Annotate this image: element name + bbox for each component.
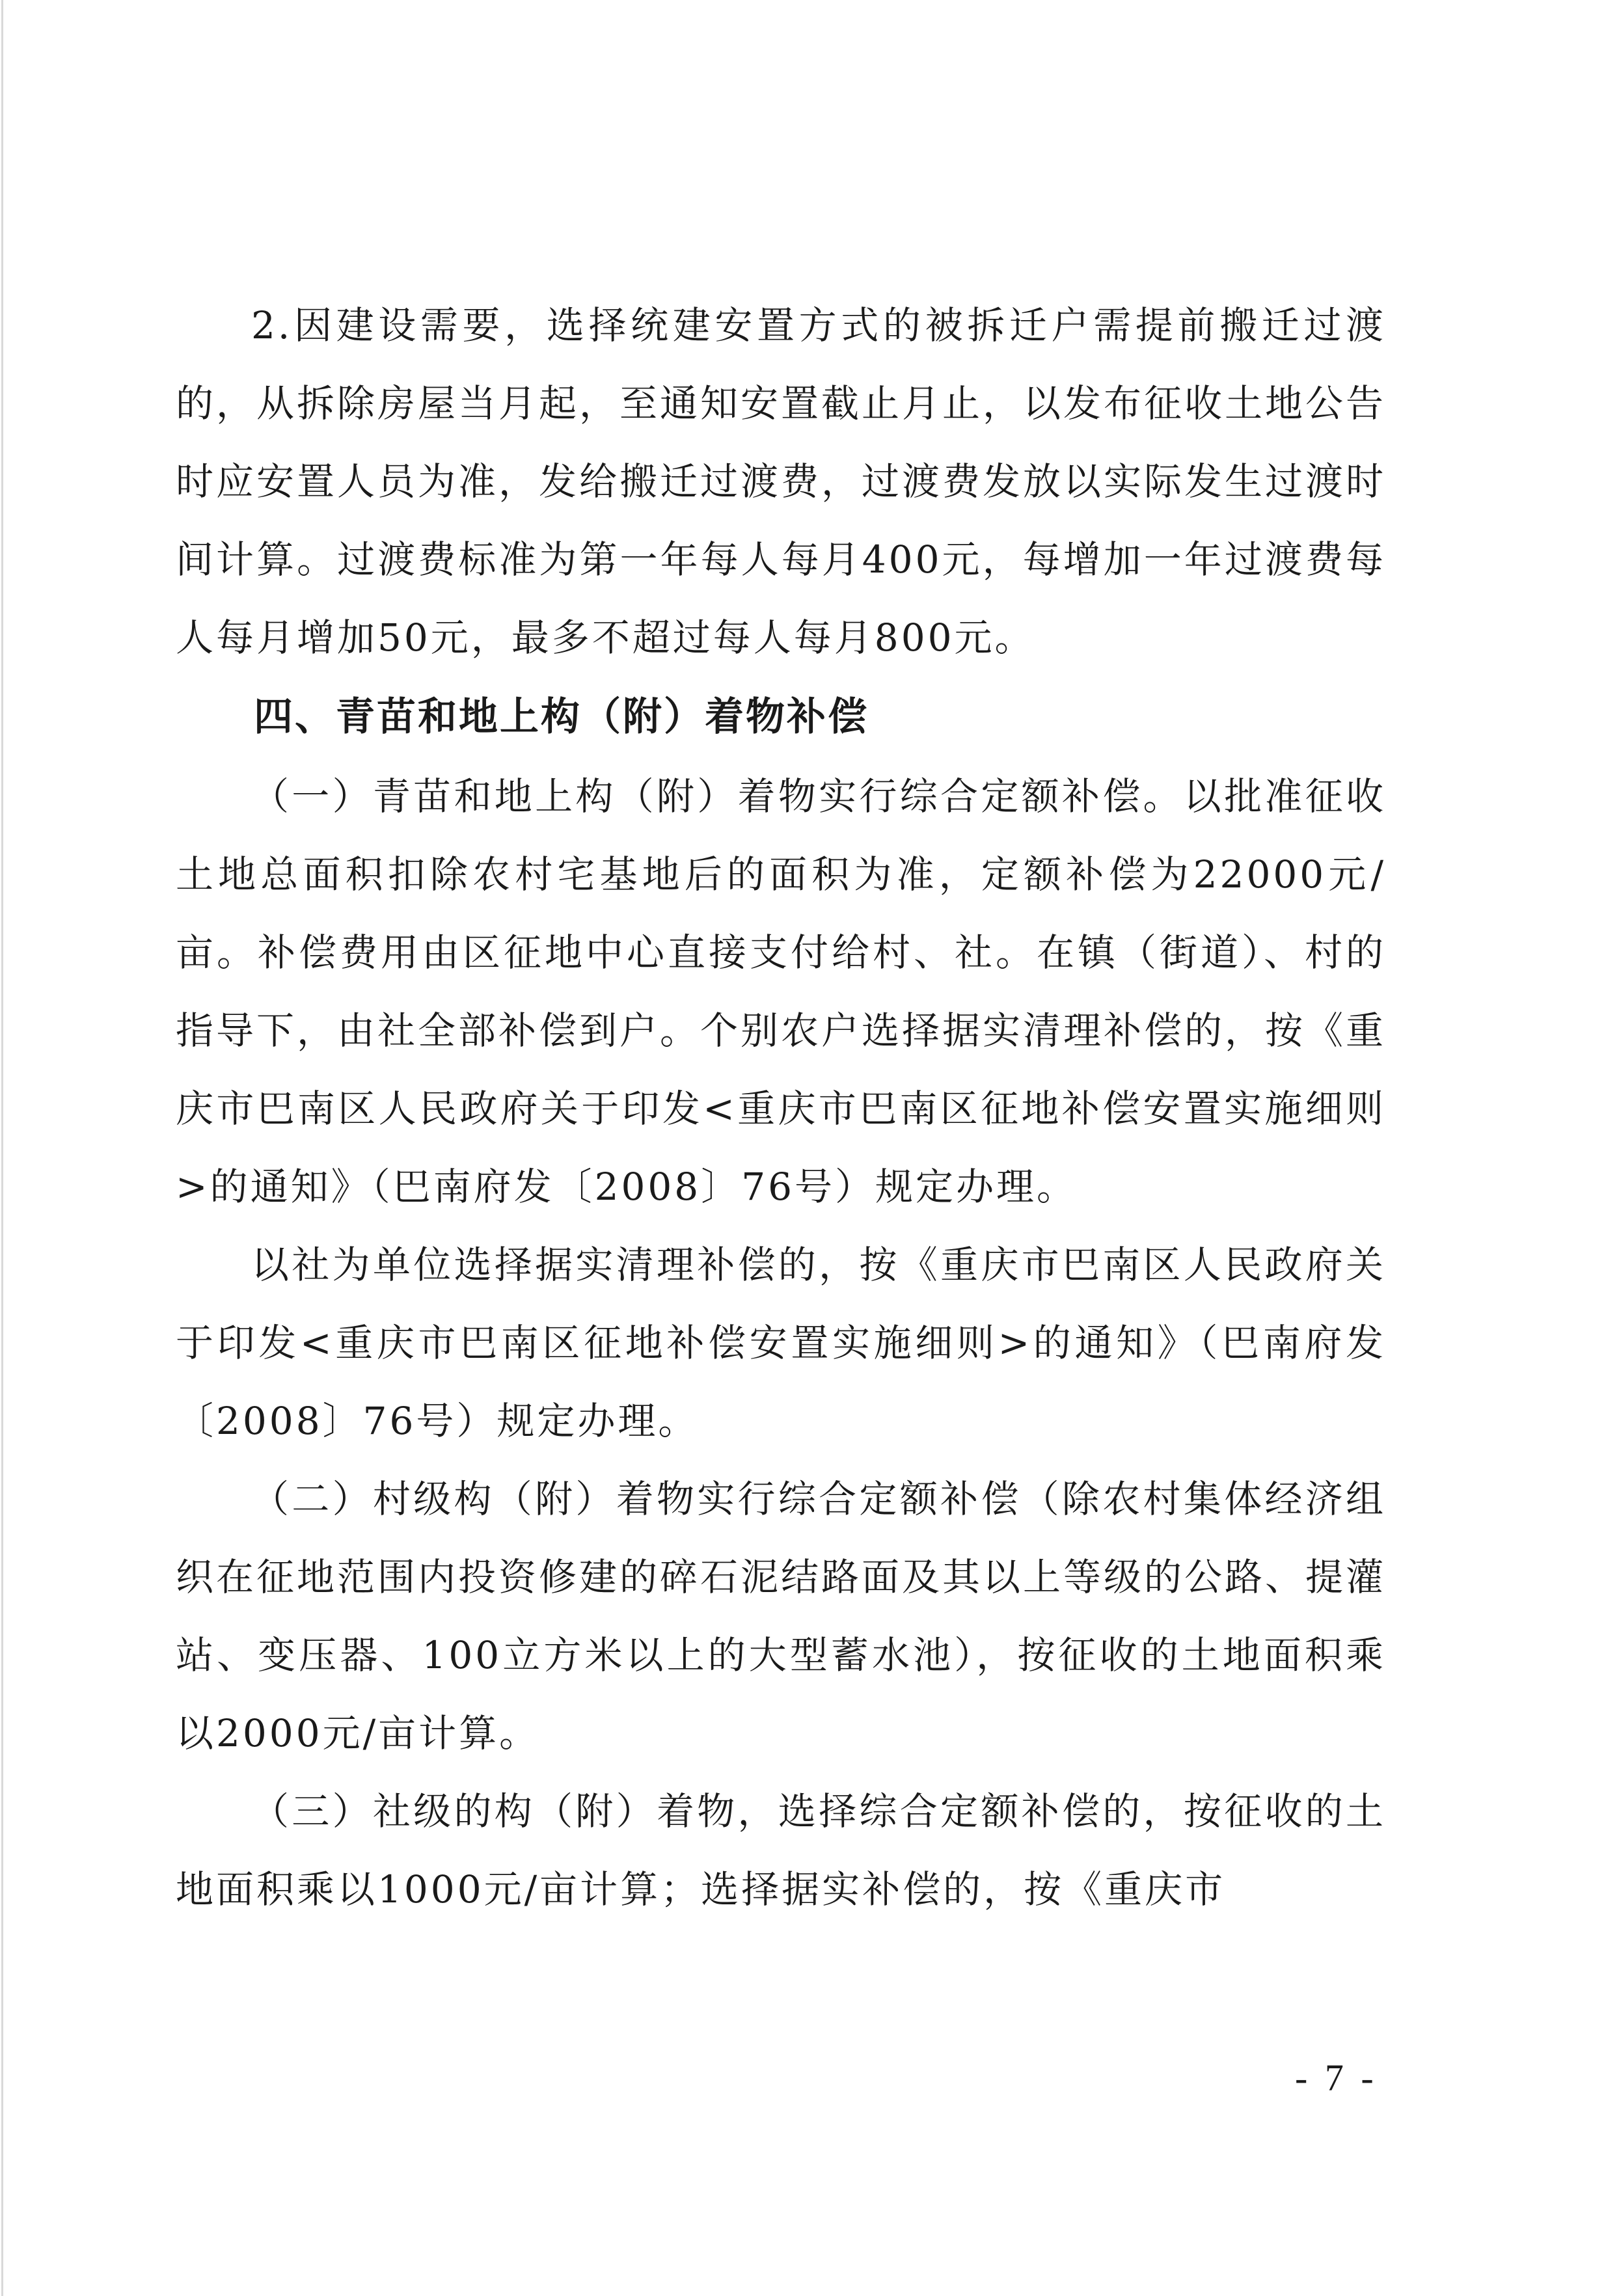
paragraph-cooperative-actual-compensation: 以社为单位选择据实清理补偿的，按《重庆市巴南区人民政府关于印发<重庆市巴南区征地补偿安置实施细则>的通知》（巴南府发〔2008〕76号）规定办理。 [176, 1243, 1386, 1443]
paragraph-relocation-fee: 2.因建设需要，选择统建安置方式的被拆迁户需提前搬迁过渡的，从拆除房屋当月起，至通知安置截止月止，以发布征收土地公告时应安置人员为准，发给搬迁过渡费，过渡费发放以实际发生过渡时间计算。过渡费标准为第一年每人每月400元，每增加一年过渡费每人每月增加50元，最多不超过每人每月800元。 [176, 303, 1387, 660]
paragraph-crops-fixed-compensation: （一）青苗和地上构（附）着物实行综合定额补偿。以批准征收土地总面积扣除农村宅基地后的面积为准，定额补偿为22000元/亩。补偿费用由区征地中心直接支付给村、社。在镇（街道）、村的指导下，由社全部补偿到户。个别农户选择据实清理补偿的，按《重庆市巴南区人民政府关于印发<重庆市巴南区征地补偿安置实施细则>的通知》（巴南府发〔2008〕76号）规定办理。 [176, 774, 1387, 1209]
document-body [176, 286, 1386, 1928]
paragraph-village-structures: （二）村级构（附）着物实行综合定额补偿（除农村集体经济组织在征地范围内投资修建的碎石泥结路面及其以上等级的公路、提灌站、变压器、100立方米以上的大型蓄水池），按征收的土地面积乘以2000元/亩计算。 [176, 1477, 1387, 1755]
scan-edge-line [1, 0, 3, 2296]
paragraph-cooperative-structures: （三）社级的构（附）着物，选择综合定额补偿的，按征收的土地面积乘以1000元/亩计算；选择据实补偿的，按《重庆市 [176, 1789, 1386, 1911]
page-number: - 7 - [1295, 2057, 1378, 2099]
section-heading-crops-compensation: 四、青苗和地上构（附）着物补偿 [254, 694, 869, 740]
